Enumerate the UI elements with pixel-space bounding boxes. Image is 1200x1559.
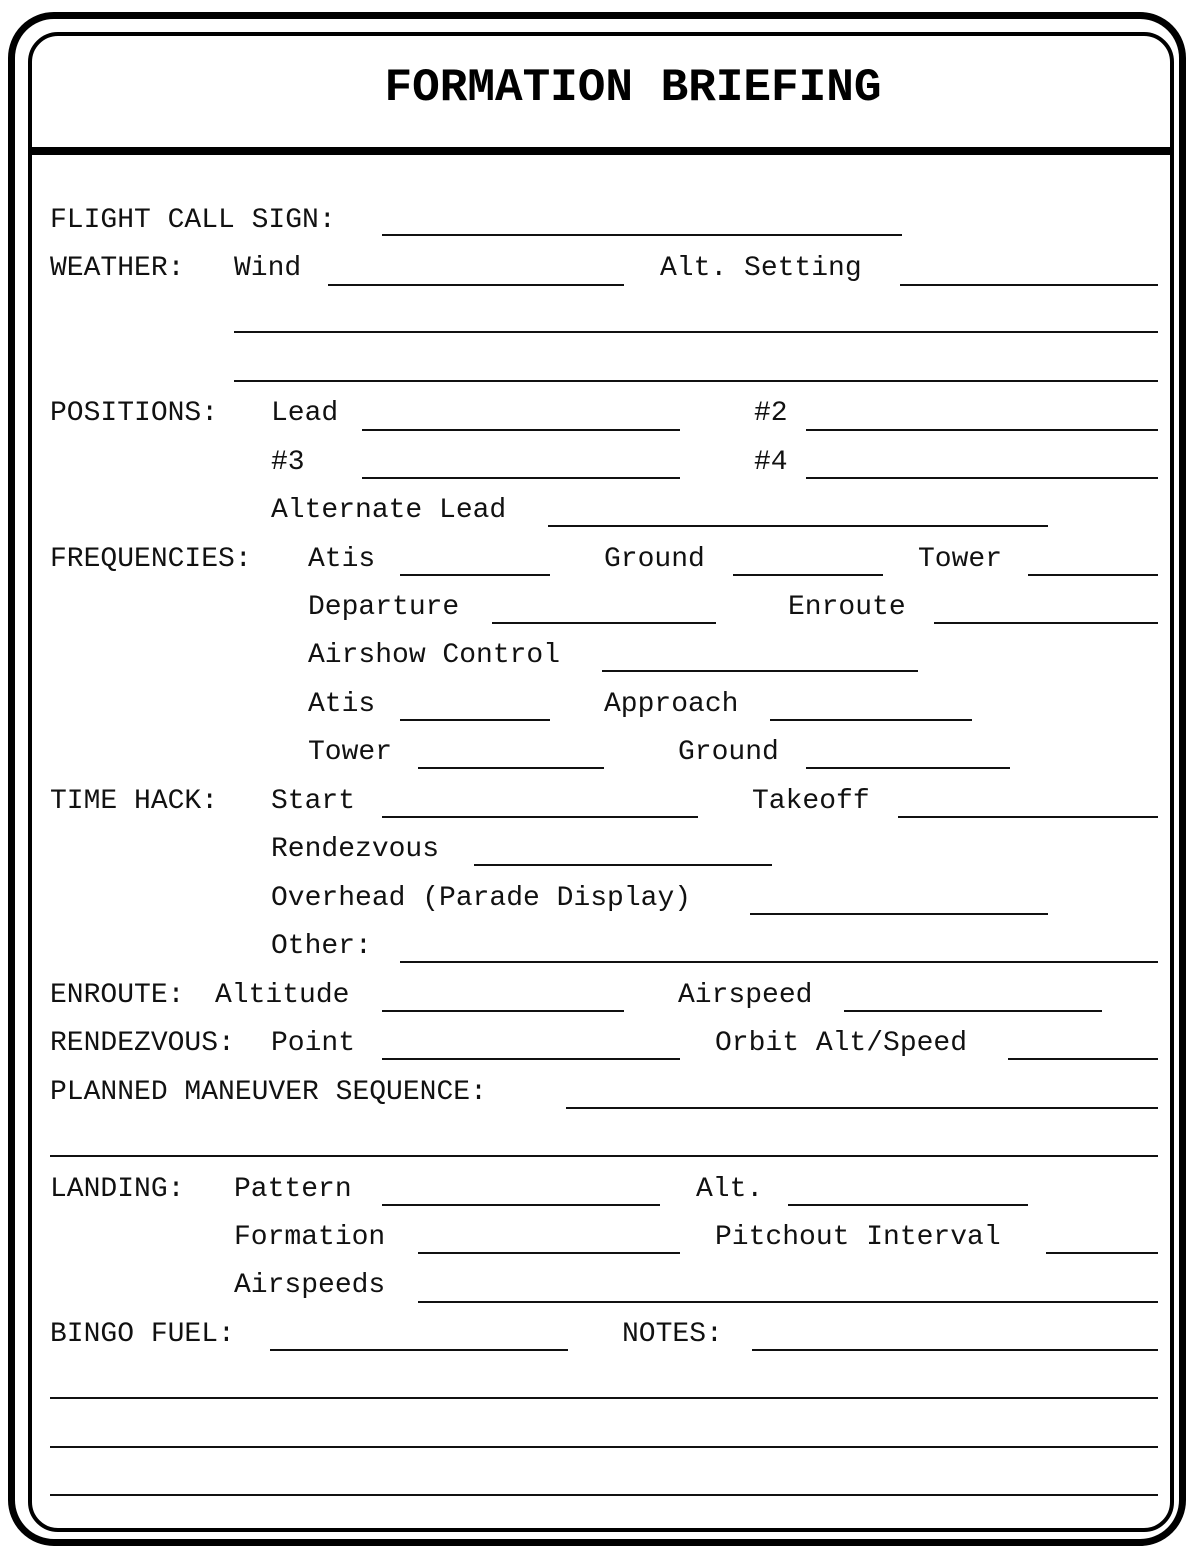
wind-field[interactable] <box>328 284 624 286</box>
notes-line-2[interactable] <box>50 1397 1158 1399</box>
takeoff-label: Takeoff <box>752 786 870 817</box>
position-4-field[interactable] <box>806 477 1158 479</box>
alt-field[interactable] <box>788 1204 1028 1206</box>
airshow-control-field[interactable] <box>602 670 918 672</box>
altitude-label: Altitude <box>215 980 350 1011</box>
flight-call-sign-field[interactable] <box>382 234 902 236</box>
notes-field[interactable] <box>752 1349 1158 1351</box>
start-field[interactable] <box>382 816 698 818</box>
tower-field[interactable] <box>1028 574 1158 576</box>
alt-label: Alt. <box>696 1174 764 1205</box>
planned-maneuver-label: PLANNED MANEUVER SEQUENCE: <box>50 1077 487 1108</box>
alternate-lead-label: Alternate Lead <box>271 495 507 526</box>
pitchout-interval-label: Pitchout Interval <box>715 1222 1001 1253</box>
alternate-lead-field[interactable] <box>548 525 1048 527</box>
time-hack-label: TIME HACK: <box>50 786 219 817</box>
tower-2-label: Tower <box>308 737 393 768</box>
formation-label: Formation <box>234 1222 386 1253</box>
ground-2-label: Ground <box>678 737 779 768</box>
notes-line-4[interactable] <box>50 1494 1158 1496</box>
lead-label: Lead <box>271 398 339 429</box>
wind-label: Wind <box>234 253 302 284</box>
airspeed-field[interactable] <box>844 1010 1102 1012</box>
overhead-label: Overhead (Parade Display) <box>271 883 692 914</box>
enroute-label: ENROUTE: <box>50 980 185 1011</box>
atis-field[interactable] <box>400 574 550 576</box>
page-title: FORMATION BRIEFING <box>384 62 882 114</box>
point-field[interactable] <box>382 1058 680 1060</box>
alt-setting-field[interactable] <box>900 284 1158 286</box>
title-divider <box>30 147 1172 155</box>
start-label: Start <box>271 786 356 817</box>
approach-field[interactable] <box>770 719 972 721</box>
lead-field[interactable] <box>362 429 680 431</box>
pitchout-interval-field[interactable] <box>1046 1252 1158 1254</box>
position-2-label: #2 <box>754 398 788 429</box>
weather-line-2[interactable] <box>234 331 1158 333</box>
form-inner-border <box>28 32 1174 1532</box>
formation-field[interactable] <box>418 1252 680 1254</box>
pattern-label: Pattern <box>234 1174 352 1205</box>
ground-label: Ground <box>604 544 705 575</box>
notes-line-3[interactable] <box>50 1446 1158 1448</box>
rendezvous-time-field[interactable] <box>474 864 772 866</box>
atis-label: Atis <box>308 544 376 575</box>
departure-field[interactable] <box>492 622 716 624</box>
bingo-fuel-field[interactable] <box>270 1349 568 1351</box>
airspeeds-field[interactable] <box>418 1301 1158 1303</box>
weather-label: WEATHER: <box>50 253 185 284</box>
approach-label: Approach <box>604 689 739 720</box>
ground-field[interactable] <box>733 574 883 576</box>
point-label: Point <box>271 1028 356 1059</box>
position-3-field[interactable] <box>362 477 680 479</box>
rendezvous-label: RENDEZVOUS: <box>50 1028 235 1059</box>
positions-label: POSITIONS: <box>50 398 219 429</box>
airspeed-label: Airspeed <box>678 980 813 1011</box>
atis-2-label: Atis <box>308 689 376 720</box>
tower-label: Tower <box>918 544 1003 575</box>
enroute-freq-field[interactable] <box>934 622 1158 624</box>
departure-label: Departure <box>308 592 460 623</box>
enroute-freq-label: Enroute <box>788 592 906 623</box>
orbit-alt-speed-field[interactable] <box>1008 1058 1158 1060</box>
atis-2-field[interactable] <box>400 719 550 721</box>
position-2-field[interactable] <box>806 429 1158 431</box>
airspeeds-label: Airspeeds <box>234 1270 386 1301</box>
overhead-field[interactable] <box>750 913 1048 915</box>
flight-call-sign-label: FLIGHT CALL SIGN: <box>50 205 336 236</box>
other-label: Other: <box>271 931 372 962</box>
weather-line-3[interactable] <box>234 380 1158 382</box>
landing-label: LANDING: <box>50 1174 185 1205</box>
airshow-control-label: Airshow Control <box>308 640 561 671</box>
notes-label: NOTES: <box>622 1319 723 1350</box>
pattern-field[interactable] <box>382 1204 660 1206</box>
takeoff-field[interactable] <box>898 816 1158 818</box>
orbit-alt-speed-label: Orbit Alt/Speed <box>715 1028 968 1059</box>
ground-2-field[interactable] <box>806 767 1010 769</box>
other-field[interactable] <box>400 961 1158 963</box>
frequencies-label: FREQUENCIES: <box>50 544 252 575</box>
position-4-label: #4 <box>754 447 788 478</box>
tower-2-field[interactable] <box>418 767 604 769</box>
planned-maneuver-field[interactable] <box>566 1107 1158 1109</box>
bingo-fuel-label: BINGO FUEL: <box>50 1319 235 1350</box>
alt-setting-label: Alt. Setting <box>660 253 862 284</box>
position-3-label: #3 <box>271 447 305 478</box>
planned-maneuver-line-2[interactable] <box>50 1155 1158 1157</box>
rendezvous-time-label: Rendezvous <box>271 834 440 865</box>
altitude-field[interactable] <box>382 1010 624 1012</box>
